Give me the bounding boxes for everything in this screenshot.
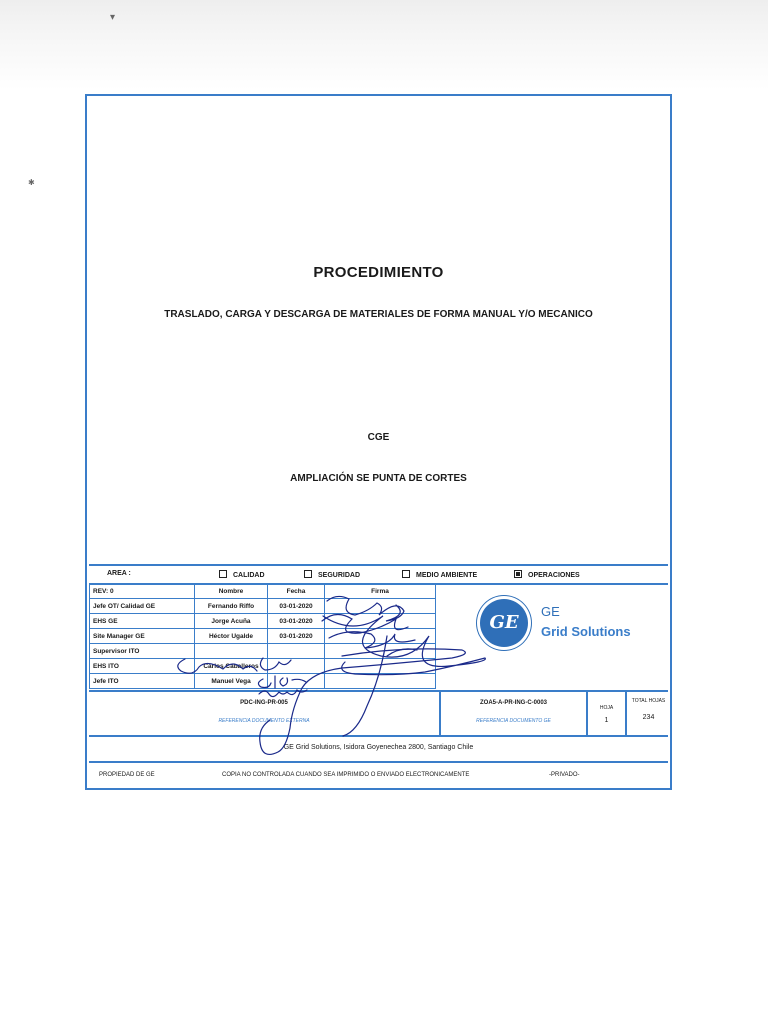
- signature-cell: [325, 674, 436, 689]
- client-name: CGE: [367, 432, 390, 443]
- document-title: PROCEDIMIENTO: [313, 264, 444, 281]
- approval-table: [89, 583, 436, 689]
- external-reference-code: PDC-ING-PR-005: [240, 700, 288, 706]
- checkbox-icon[interactable]: [219, 570, 227, 578]
- name-cell: Manuel Vega: [195, 674, 268, 689]
- scan-speck: ✱: [28, 178, 35, 187]
- date-cell: 03-01-2020: [268, 614, 325, 629]
- scan-speck: ▾: [110, 12, 116, 23]
- document-subtitle: TRASLADO, CARGA Y DESCARGA DE MATERIALES DE FORMA MANUAL Y/O MECANICO: [164, 309, 593, 320]
- table-row: [90, 614, 436, 629]
- name-cell: Héctor Ugalde: [195, 629, 268, 644]
- area-option-calidad[interactable]: CALIDAD: [219, 570, 265, 579]
- signature-cell: [325, 614, 436, 629]
- footer-owner: PROPIEDAD DE GE: [99, 772, 155, 778]
- name-cell: Fernando Riffo: [195, 599, 268, 614]
- total-sheets-label: TOTAL HOJAS: [631, 698, 666, 704]
- signature-cell: [325, 629, 436, 644]
- area-selector: [89, 564, 668, 585]
- document-frame: [85, 94, 672, 790]
- ge-logo: [477, 586, 667, 686]
- date-cell: [268, 659, 325, 674]
- role-cell: Jefe ITO: [90, 674, 195, 689]
- external-reference: [89, 692, 441, 735]
- role-cell: Supervisor ITO: [90, 644, 195, 659]
- signature-cell: [325, 659, 436, 674]
- signature-cell: [325, 599, 436, 614]
- area-option-medio-ambiente[interactable]: MEDIO AMBIENTE: [402, 570, 477, 579]
- scan-shadow: [0, 0, 768, 90]
- role-cell: Jefe OT/ Calidad GE: [90, 599, 195, 614]
- total-sheets: [627, 692, 670, 735]
- document-footer: [89, 763, 668, 787]
- table-row: [90, 599, 436, 614]
- logo-text-grid-solutions: Grid Solutions: [541, 624, 631, 639]
- table-row: [90, 644, 436, 659]
- revision-cell: REV: 0: [90, 584, 195, 599]
- name-cell: Carlos Caballeros: [195, 659, 268, 674]
- area-label: AREA :: [107, 570, 131, 577]
- total-sheets-value: 234: [642, 714, 655, 721]
- footer-privacy: -PRIVADO-: [549, 772, 580, 778]
- table-row: [90, 659, 436, 674]
- external-reference-label: REFERENCIA DOCUMENTO EXTERNA: [218, 718, 310, 724]
- footer-notice: COPIA NO CONTROLADA CUANDO SEA IMPRIMIDO O ENVIADO ELECTRONICAMENTE: [222, 772, 470, 778]
- name-cell: Jorge Acuña: [195, 614, 268, 629]
- logo-text-ge: GE: [541, 604, 560, 619]
- ge-reference-label: REFERENCIA DOCUMENTO GE: [476, 718, 551, 724]
- sheet-number: [588, 692, 627, 735]
- sheet-value: 1: [604, 717, 609, 724]
- checked-checkbox-icon[interactable]: [514, 570, 522, 578]
- table-row: [90, 629, 436, 644]
- date-cell: [268, 644, 325, 659]
- header-name: Nombre: [195, 584, 268, 599]
- header-date: Fecha: [268, 584, 325, 599]
- area-option-operaciones[interactable]: OPERACIONES: [514, 570, 580, 579]
- ge-reference-code: ZOA5-A-PR-ING-C-0003: [479, 700, 547, 706]
- checkbox-icon[interactable]: [402, 570, 410, 578]
- name-cell: [195, 644, 268, 659]
- project-name: AMPLIACIÓN SE PUNTA DE CORTES: [290, 473, 467, 484]
- role-cell: EHS GE: [90, 614, 195, 629]
- header-signature: Firma: [325, 584, 436, 599]
- company-address: GE Grid Solutions, Isidora Goyenechea 2800, Santiago Chile: [89, 735, 668, 763]
- checkbox-icon[interactable]: [304, 570, 312, 578]
- date-cell: 03-01-2020: [268, 599, 325, 614]
- date-cell: 03-01-2020: [268, 629, 325, 644]
- ge-reference: [441, 692, 588, 735]
- table-header-row: [90, 584, 436, 599]
- role-cell: Site Manager GE: [90, 629, 195, 644]
- ge-monogram-icon: GE: [477, 596, 531, 650]
- date-cell: [268, 674, 325, 689]
- role-cell: EHS ITO: [90, 659, 195, 674]
- table-row: [90, 674, 436, 689]
- signature-cell: [325, 644, 436, 659]
- reference-row: [89, 690, 668, 737]
- area-option-seguridad[interactable]: SEGURIDAD: [304, 570, 360, 579]
- sheet-label: HOJA: [599, 705, 614, 711]
